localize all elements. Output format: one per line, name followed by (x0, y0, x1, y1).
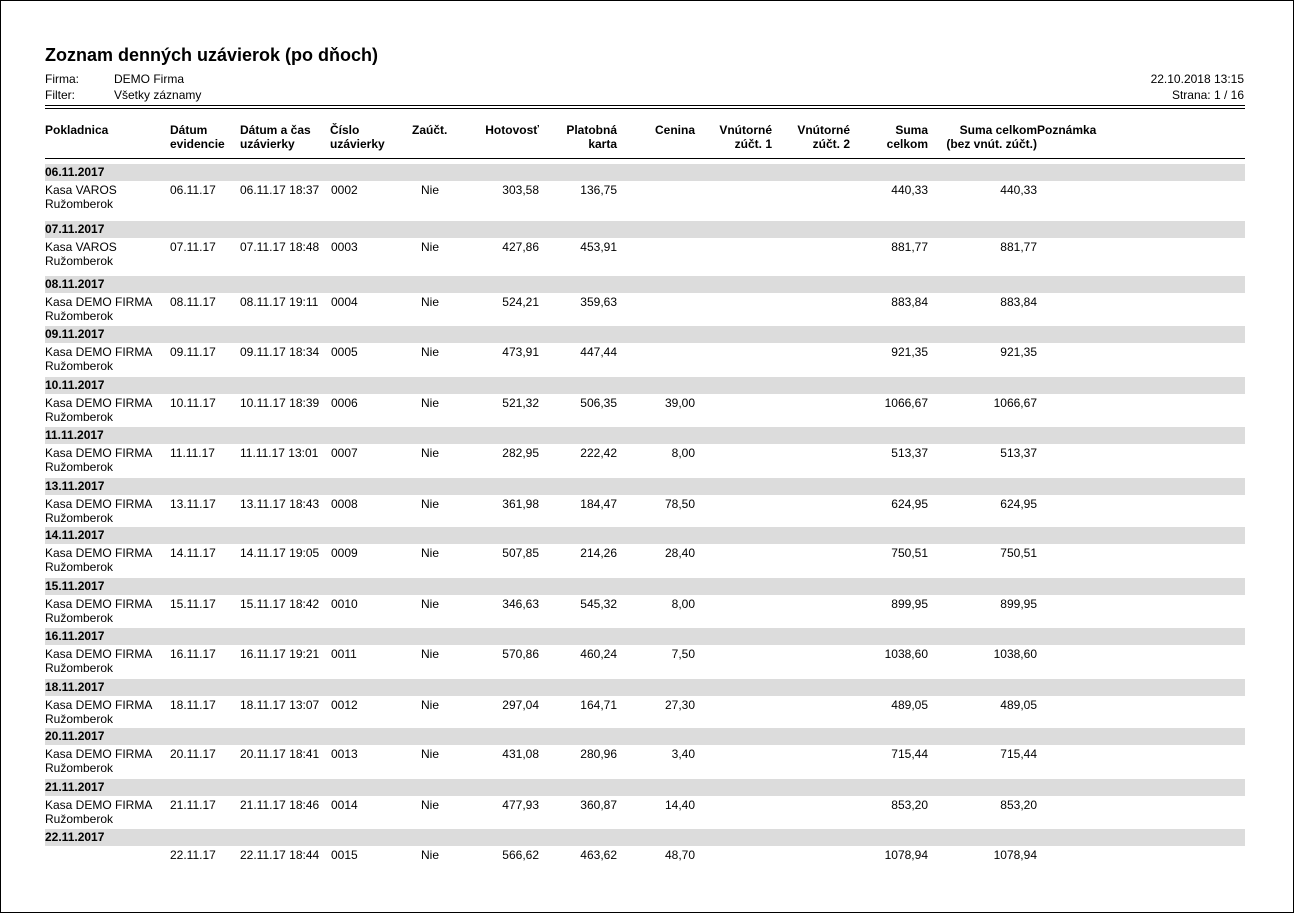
group-date: 18.11.2017 (45, 680, 105, 694)
cell-datum-cas: 21.11.17 18:46 (240, 798, 320, 812)
cell-pokladnica-city: Ružomberok (45, 761, 114, 775)
cell-suma-celkom: 883,84 (891, 295, 928, 309)
cell-datum-evidencie: 13.11.17 (170, 497, 216, 511)
cell-datum-evidencie: 07.11.17 (170, 240, 216, 254)
cell-suma-bez-vnut: 1078,94 (993, 848, 1037, 862)
cell-datum-evidencie: 06.11.17 (170, 183, 216, 197)
firma-label: Firma: (45, 72, 79, 86)
cell-cislo: 0003 (331, 240, 358, 254)
col-cislo (330, 123, 385, 151)
col-datum-cas-line1: Dátum a čas (240, 123, 311, 137)
cell-pokladnica: Kasa VAROS (45, 240, 117, 254)
cell-platobna-karta: 447,44 (580, 345, 617, 359)
cell-hotovost: 524,21 (502, 295, 539, 309)
report-datetime: 22.10.2018 13:15 (1150, 72, 1244, 86)
cell-pokladnica-city: Ružomberok (45, 812, 114, 826)
cell-cislo: 0005 (331, 345, 358, 359)
group-header-row (45, 221, 1245, 238)
cell-hotovost: 521,32 (502, 396, 539, 410)
cell-cislo: 0011 (331, 647, 357, 661)
cell-suma-bez-vnut: 883,84 (1000, 295, 1037, 309)
cell-suma-celkom: 513,37 (891, 446, 928, 460)
firma-value: DEMO Firma (114, 72, 184, 86)
cell-suma-bez-vnut: 1038,60 (993, 647, 1037, 661)
cell-platobna-karta: 359,63 (580, 295, 617, 309)
cell-zauct: Nie (421, 798, 440, 812)
group-date: 22.11.2017 (45, 830, 105, 844)
cell-suma-bez-vnut: 750,51 (1000, 546, 1037, 560)
cell-cenina: 14,40 (664, 798, 695, 812)
cell-suma-bez-vnut: 899,95 (1000, 597, 1037, 611)
cell-datum-cas: 22.11.17 18:44 (240, 848, 320, 862)
cell-cislo: 0006 (331, 396, 358, 410)
cell-suma-celkom: 1038,60 (884, 647, 928, 661)
cell-datum-cas: 20.11.17 18:41 (240, 747, 320, 761)
cell-pokladnica: Kasa DEMO FIRMA (45, 747, 153, 761)
cell-zauct: Nie (421, 497, 440, 511)
cell-pokladnica-city: Ružomberok (45, 611, 114, 625)
cell-pokladnica: Kasa DEMO FIRMA (45, 396, 153, 410)
cell-zauct: Nie (421, 396, 440, 410)
col-suma-bez-vnut-line2: (bez vnút. zúčt.) (946, 137, 1037, 151)
cell-hotovost: 570,86 (502, 647, 539, 661)
cell-pokladnica-city: Ružomberok (45, 661, 114, 675)
header-rule-bottom (45, 158, 1245, 159)
cell-datum-evidencie: 10.11.17 (170, 396, 216, 410)
group-header-row (45, 527, 1245, 544)
cell-pokladnica: Kasa DEMO FIRMA (45, 698, 153, 712)
cell-platobna-karta: 214,26 (580, 546, 617, 560)
cell-suma-celkom: 624,95 (891, 497, 928, 511)
cell-pokladnica: Kasa DEMO FIRMA (45, 647, 153, 661)
page-number: Strana: 1 / 16 (1171, 88, 1244, 102)
cell-hotovost: 566,62 (502, 848, 539, 862)
cell-cislo: 0010 (331, 597, 358, 611)
cell-cenina: 8,00 (671, 446, 695, 460)
group-date: 10.11.2017 (45, 378, 105, 392)
cell-zauct: Nie (421, 240, 440, 254)
cell-zauct: Nie (421, 345, 440, 359)
cell-pokladnica-city: Ružomberok (45, 511, 114, 525)
group-date: 09.11.2017 (45, 327, 105, 341)
cell-pokladnica-city: Ružomberok (45, 460, 114, 474)
cell-datum-evidencie: 09.11.17 (170, 345, 216, 359)
cell-datum-cas: 06.11.17 18:37 (240, 183, 320, 197)
cell-platobna-karta: 360,87 (580, 798, 617, 812)
group-date: 07.11.2017 (45, 222, 105, 236)
group-header-row (45, 728, 1245, 745)
cell-pokladnica: Kasa VAROS (45, 183, 117, 197)
cell-pokladnica: Kasa DEMO FIRMA (45, 497, 153, 511)
cell-hotovost: 303,58 (502, 183, 539, 197)
col-datum-cas-line2: uzávierky (240, 137, 295, 151)
cell-suma-celkom: 440,33 (891, 183, 928, 197)
cell-cenina: 8,00 (671, 597, 695, 611)
cell-datum-evidencie: 20.11.17 (170, 747, 216, 761)
cell-suma-bez-vnut: 921,35 (1000, 345, 1037, 359)
cell-hotovost: 473,91 (502, 345, 539, 359)
cell-zauct: Nie (421, 295, 440, 309)
group-header-row (45, 377, 1245, 394)
cell-suma-bez-vnut: 513,37 (1000, 446, 1037, 460)
cell-cislo: 0009 (331, 546, 358, 560)
cell-zauct: Nie (421, 647, 440, 661)
cell-cenina: 39,00 (664, 396, 695, 410)
cell-suma-bez-vnut: 715,44 (1000, 747, 1037, 761)
group-header-row (45, 276, 1245, 293)
col-vnutorne-2-line1: Vnútorné (797, 123, 850, 137)
cell-suma-bez-vnut: 853,20 (1000, 798, 1037, 812)
cell-hotovost: 477,93 (502, 798, 539, 812)
col-platobna-karta-line1: Platobná (566, 123, 617, 137)
col-vnutorne-1-line1: Vnútorné (719, 123, 772, 137)
cell-platobna-karta: 453,91 (580, 240, 617, 254)
cell-suma-bez-vnut: 624,95 (1000, 497, 1037, 511)
cell-zauct: Nie (421, 546, 440, 560)
group-header-row (45, 829, 1245, 846)
cell-zauct: Nie (421, 446, 440, 460)
col-datum-evidencie (170, 123, 225, 151)
col-vnutorne-2-line2: zúčt. 2 (812, 137, 850, 151)
cell-zauct: Nie (421, 183, 440, 197)
cell-pokladnica: Kasa DEMO FIRMA (45, 798, 153, 812)
group-date: 11.11.2017 (45, 428, 104, 442)
group-date: 06.11.2017 (45, 165, 105, 179)
cell-suma-celkom: 881,77 (891, 240, 928, 254)
group-date: 08.11.2017 (45, 277, 105, 291)
cell-zauct: Nie (421, 698, 440, 712)
cell-cislo: 0007 (331, 446, 358, 460)
cell-datum-evidencie: 14.11.17 (170, 546, 216, 560)
cell-cislo: 0012 (331, 698, 358, 712)
col-cenina: Cenina (654, 123, 695, 137)
cell-pokladnica-city: Ružomberok (45, 197, 114, 211)
col-datum-evidencie-line2: evidencie (170, 137, 225, 151)
group-header-row (45, 326, 1245, 343)
cell-pokladnica-city: Ružomberok (45, 712, 114, 726)
cell-suma-bez-vnut: 1066,67 (993, 396, 1037, 410)
cell-datum-cas: 08.11.17 19:11 (240, 295, 319, 309)
cell-datum-evidencie: 08.11.17 (170, 295, 216, 309)
cell-cenina: 78,50 (664, 497, 695, 511)
cell-hotovost: 346,63 (502, 597, 539, 611)
filter-value: Všetky záznamy (114, 88, 202, 102)
cell-datum-cas: 10.11.17 18:39 (240, 396, 320, 410)
cell-datum-evidencie: 21.11.17 (170, 798, 216, 812)
group-header-row (45, 779, 1245, 796)
cell-platobna-karta: 545,32 (580, 597, 617, 611)
group-date: 20.11.2017 (45, 729, 105, 743)
cell-cislo: 0013 (331, 747, 358, 761)
cell-suma-celkom: 715,44 (891, 747, 928, 761)
cell-pokladnica: Kasa DEMO FIRMA (45, 446, 153, 460)
cell-hotovost: 427,86 (502, 240, 539, 254)
cell-platobna-karta: 184,47 (580, 497, 617, 511)
col-platobna-karta-line2: karta (588, 137, 617, 151)
col-datum-evidencie-line1: Dátum (170, 123, 208, 137)
col-datum-cas (240, 123, 311, 151)
col-cislo-line1: Číslo (330, 123, 360, 137)
cell-zauct: Nie (421, 848, 440, 862)
cell-datum-cas: 14.11.17 19:05 (240, 546, 320, 560)
cell-suma-bez-vnut: 881,77 (1000, 240, 1037, 254)
group-header-row (45, 679, 1245, 696)
cell-datum-evidencie: 11.11.17 (170, 446, 215, 460)
cell-platobna-karta: 164,71 (580, 698, 617, 712)
col-hotovost: Hotovosť (485, 123, 539, 137)
cell-datum-evidencie: 22.11.17 (170, 848, 216, 862)
col-zauct: Zaúčt. (412, 123, 448, 137)
col-poznamka: Poznámka (1037, 123, 1097, 137)
cell-cenina: 7,50 (671, 647, 695, 661)
col-suma-bez-vnut (907, 123, 1037, 151)
cell-datum-cas: 07.11.17 18:48 (240, 240, 320, 254)
header-rule-top (45, 105, 1245, 106)
cell-platobna-karta: 136,75 (580, 183, 617, 197)
cell-datum-evidencie: 15.11.17 (170, 597, 216, 611)
group-date: 15.11.2017 (45, 579, 105, 593)
cell-cislo: 0014 (331, 798, 358, 812)
cell-datum-cas: 13.11.17 18:43 (240, 497, 320, 511)
cell-zauct: Nie (421, 597, 440, 611)
cell-hotovost: 431,08 (502, 747, 539, 761)
cell-pokladnica-city: Ružomberok (45, 359, 114, 373)
cell-platobna-karta: 460,24 (580, 647, 617, 661)
group-date: 13.11.2017 (45, 479, 105, 493)
cell-suma-celkom: 750,51 (891, 546, 928, 560)
cell-datum-cas: 18.11.17 13:07 (240, 698, 320, 712)
cell-platobna-karta: 506,35 (580, 396, 617, 410)
cell-datum-evidencie: 18.11.17 (170, 698, 216, 712)
cell-pokladnica: Kasa DEMO FIRMA (45, 546, 153, 560)
cell-platobna-karta: 280,96 (580, 747, 617, 761)
cell-hotovost: 297,04 (502, 698, 539, 712)
cell-cislo: 0015 (331, 848, 358, 862)
header-rule-top-2 (45, 108, 1245, 109)
cell-hotovost: 361,98 (502, 497, 539, 511)
group-date: 16.11.2017 (45, 629, 105, 643)
group-date: 21.11.2017 (45, 780, 105, 794)
col-suma-celkom-line2: celkom (886, 137, 928, 151)
cell-hotovost: 507,85 (502, 546, 539, 560)
cell-cenina: 3,40 (671, 747, 695, 761)
cell-suma-celkom: 921,35 (891, 345, 928, 359)
cell-cenina: 27,30 (664, 698, 695, 712)
cell-pokladnica-city: Ružomberok (45, 560, 114, 574)
group-header-row (45, 578, 1245, 595)
report-title: Zoznam denných uzávierok (po dňoch) (45, 45, 379, 65)
filter-label: Filter: (45, 88, 75, 102)
cell-cislo: 0004 (331, 295, 358, 309)
cell-suma-celkom: 1078,94 (884, 848, 928, 862)
cell-pokladnica-city: Ružomberok (45, 410, 114, 424)
cell-platobna-karta: 463,62 (580, 848, 617, 862)
cell-pokladnica-city: Ružomberok (45, 309, 114, 323)
cell-pokladnica: Kasa DEMO FIRMA (45, 295, 153, 309)
cell-suma-bez-vnut: 489,05 (1000, 698, 1037, 712)
col-pokladnica: Pokladnica (45, 123, 109, 137)
cell-suma-celkom: 1066,67 (884, 396, 928, 410)
cell-hotovost: 282,95 (502, 446, 539, 460)
cell-pokladnica: Kasa DEMO FIRMA (45, 345, 153, 359)
cell-pokladnica-city: Ružomberok (45, 254, 114, 268)
cell-datum-cas: 09.11.17 18:34 (240, 345, 320, 359)
cell-datum-cas: 16.11.17 19:21 (240, 647, 320, 661)
cell-cenina: 48,70 (664, 848, 695, 862)
cell-suma-celkom: 853,20 (891, 798, 928, 812)
cell-datum-evidencie: 16.11.17 (170, 647, 216, 661)
cell-datum-cas: 11.11.17 13:01 (240, 446, 319, 460)
cell-cislo: 0002 (331, 183, 358, 197)
cell-suma-bez-vnut: 440,33 (1000, 183, 1037, 197)
col-cislo-line2: uzávierky (330, 137, 385, 151)
cell-datum-cas: 15.11.17 18:42 (240, 597, 320, 611)
cell-suma-celkom: 489,05 (891, 698, 928, 712)
cell-cislo: 0008 (331, 497, 358, 511)
col-suma-celkom-line1: Suma (895, 123, 928, 137)
group-header-row (45, 427, 1245, 444)
cell-pokladnica: Kasa DEMO FIRMA (45, 597, 153, 611)
col-vnutorne-1-line2: zúčt. 1 (734, 137, 772, 151)
group-header-row (45, 628, 1245, 645)
cell-suma-celkom: 899,95 (891, 597, 928, 611)
cell-cenina: 28,40 (664, 546, 695, 560)
col-suma-bez-vnut-line1: Suma celkom (959, 123, 1037, 137)
cell-zauct: Nie (421, 747, 440, 761)
group-header-row (45, 478, 1245, 495)
group-header-row (45, 164, 1245, 181)
cell-platobna-karta: 222,42 (580, 446, 617, 460)
group-date: 14.11.2017 (45, 528, 105, 542)
